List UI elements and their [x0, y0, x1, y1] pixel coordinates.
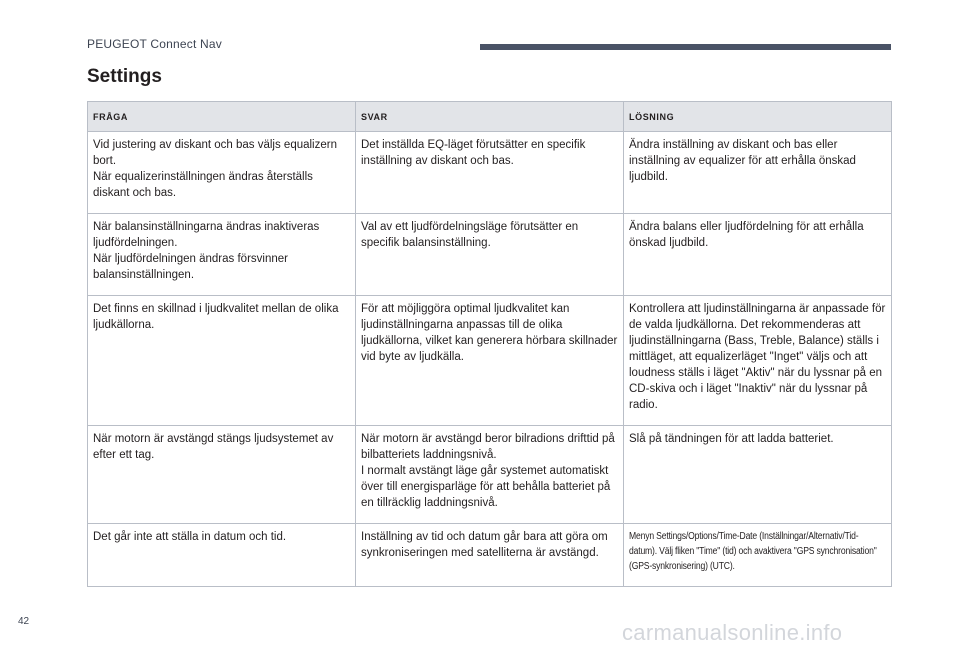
- solution-cell: [624, 426, 892, 524]
- answer-cell: [356, 214, 624, 296]
- answer-cell: [356, 426, 624, 524]
- table-row: [88, 296, 892, 426]
- faq-table: [87, 101, 892, 587]
- solution-cell: [624, 132, 892, 214]
- column-header-answer: SVAR: [356, 102, 624, 132]
- page-title: Settings: [87, 66, 162, 87]
- table-row: [88, 426, 892, 524]
- question-cell: [88, 524, 356, 587]
- table-row: [88, 214, 892, 296]
- solution-cell: [624, 214, 892, 296]
- header-brand: PEUGEOT Connect Nav: [87, 37, 222, 51]
- answer-cell: [356, 132, 624, 214]
- question-text: När balansinställningarna ändras inaktiveras ljudfördelningen. När ljudfördelningen ändras försvinner balansinställningen.: [93, 221, 320, 281]
- solution-cell: [624, 296, 892, 426]
- table-header-row: [88, 102, 892, 132]
- solution-text: Ändra balans eller ljudfördelning för att erhålla önskad ljudbild.: [629, 221, 864, 249]
- question-cell: [88, 426, 356, 524]
- answer-text: När motorn är avstängd beror bilradions drifttid på bilbatteriets laddningsnivå. I normalt avstängt läge går systemet automatiskt över till energisparläge för att behålla batteriet på en tillräcklig laddningsnivå.: [361, 433, 615, 509]
- page-number: 42: [18, 616, 30, 627]
- question-cell: [88, 296, 356, 426]
- question-text: Det finns en skillnad i ljudkvalitet mellan de olika ljudkällorna.: [93, 303, 339, 331]
- table-row: [88, 132, 892, 214]
- answer-text: För att möjliggöra optimal ljudkvalitet kan ljudinställningarna anpassas till de olika ljudkällorna, vilket kan generera hörbara skillnader vid byte av ljudkälla.: [361, 303, 618, 363]
- question-text: Det går inte att ställa in datum och tid.: [93, 531, 287, 543]
- column-header-solution: LÖSNING: [624, 102, 892, 132]
- solution-text: Slå på tändningen för att ladda batteriet.: [629, 433, 834, 445]
- answer-text: Inställning av tid och datum går bara att göra om synkroniseringen med satelliterna är avstängd.: [361, 531, 608, 559]
- question-text: När motorn är avstängd stängs ljudsystemet av efter ett tag.: [93, 433, 334, 461]
- solution-text: Menyn Settings/Options/Time-Date (Inställningar/Alternativ/Tid-datum). Välj fliken "Time" (tid) och avaktivera "GPS synchronisation" (GPS-synkronisering) (UTC).: [629, 531, 877, 572]
- table-row: [88, 524, 892, 587]
- column-header-question: FRÅGA: [88, 102, 356, 132]
- solution-cell: [624, 524, 892, 587]
- watermark: carmanualsonline.info: [622, 620, 843, 645]
- question-text: Vid justering av diskant och bas väljs equalizern bort. När equalizerinställningen ändras återställs diskant och bas.: [93, 139, 337, 199]
- answer-cell: [356, 524, 624, 587]
- header-accent-bar: [480, 44, 891, 50]
- question-cell: [88, 214, 356, 296]
- answer-text: Det inställda EQ-läget förutsätter en specifik inställning av diskant och bas.: [361, 139, 586, 167]
- answer-cell: [356, 296, 624, 426]
- solution-text: Ändra inställning av diskant och bas eller inställning av equalizer för att erhålla önskad ljudbild.: [629, 139, 856, 183]
- solution-text: Kontrollera att ljudinställningarna är anpassade för de valda ljudkällorna. Det rekommenderas att ljudinställningarna (Bass, Treble, Balance) ställs i mittläget, att equalizerläget "Inget" väljs och att loudness ställs i läget "Aktiv" när du lyssnar på en CD-skiva och i läget "Inaktiv" när du lyssnar på radio.: [629, 303, 886, 411]
- question-cell: [88, 132, 356, 214]
- answer-text: Val av ett ljudfördelningsläge förutsätter en specifik balansinställning.: [361, 221, 579, 249]
